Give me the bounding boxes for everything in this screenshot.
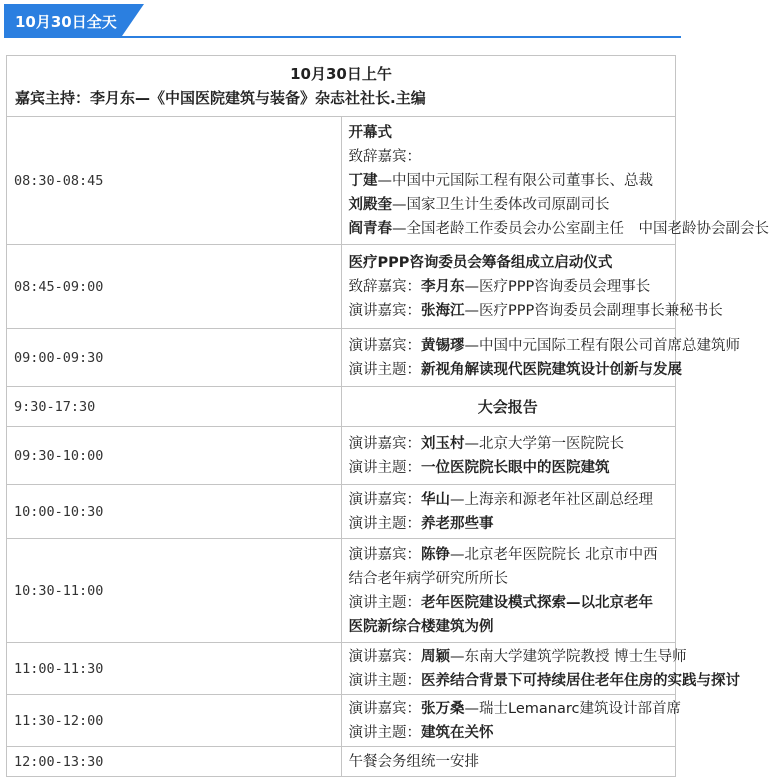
item-label: 演讲嘉宾： (348, 302, 421, 319)
item-label: 演讲主题： (348, 361, 421, 378)
item-label: 演讲嘉宾： (348, 435, 421, 452)
item-label: 致辞嘉宾： (348, 148, 421, 165)
time-cell: 08:30-08:45 (7, 117, 342, 245)
speaker-desc: —北京老年医院院长 北京市中西结合老年病学研究所所长 (348, 546, 658, 587)
content-cell (341, 245, 723, 329)
header-cell (7, 56, 676, 117)
speaker-desc: —瑞士Lemanarc建筑设计部首席 (464, 700, 681, 717)
session-host: 嘉宾主持：李月东—《中国医院建筑与装备》杂志社社长.主编 (15, 89, 426, 107)
item-title: 开幕式 (348, 124, 392, 141)
speaker-line (349, 275, 668, 299)
table-row (7, 747, 676, 777)
speaker-line (348, 217, 769, 241)
tab-bar (0, 0, 681, 40)
speaker-desc: —北京大学第一医院院长 (464, 435, 624, 452)
speaker-name: 刘玉村 (421, 435, 465, 452)
content-cell (341, 427, 676, 485)
table-row (7, 643, 676, 695)
table-row (7, 117, 676, 245)
talk-topic: 养老那些事 (421, 515, 494, 532)
topic-line (349, 456, 668, 480)
content-cell (341, 485, 676, 539)
speaker-line (348, 645, 687, 669)
content-cell (341, 643, 740, 695)
talk-topic: 新视角解读现代医院建筑设计创新与发展 (421, 361, 682, 378)
speaker-name: 刘殿奎 (348, 196, 392, 213)
item-label: 演讲嘉宾： (348, 337, 421, 354)
speaker-name: 李月东 (421, 278, 465, 295)
table-row (7, 695, 676, 747)
speaker-name: 周颖 (421, 648, 450, 665)
speaker-desc: —中国中元国际工程有限公司首席总建筑师 (464, 337, 740, 354)
item-label: 演讲主题： (348, 515, 421, 532)
time-cell: 08:45-09:00 (7, 245, 342, 329)
lunch-note: 午餐会务组统一安排 (341, 747, 676, 777)
speaker-name: 张万桑 (421, 700, 465, 717)
speaker-name: 丁建 (348, 172, 378, 189)
topic-line (349, 512, 668, 536)
time-cell: 09:00-09:30 (7, 329, 342, 387)
talk-topic: 医养结合背景下可持续居住老年住房的实践与探讨 (421, 672, 740, 689)
item-label: 演讲嘉宾： (348, 700, 421, 717)
speaker-desc: —医疗PPP咨询委员会副理事长兼秘书长 (464, 302, 723, 319)
topic-line (348, 358, 682, 382)
speaker-line (348, 697, 681, 721)
item-label: 演讲嘉宾： (348, 546, 421, 563)
speaker-name: 阎青春 (348, 220, 392, 237)
speaker-name: 张海江 (421, 302, 465, 319)
time-cell: 11:00-11:30 (7, 643, 342, 695)
time-cell: 11:30-12:00 (7, 695, 342, 747)
table-row (7, 329, 676, 387)
speaker-line (349, 488, 668, 512)
content-cell (341, 539, 676, 643)
content-cell (341, 329, 740, 387)
topic-line (348, 669, 740, 693)
item-label: 演讲嘉宾： (348, 491, 421, 508)
content-cell (341, 117, 769, 245)
item-label: 演讲主题： (348, 459, 421, 476)
session-title: 10月30日上午 (290, 65, 392, 83)
item-label: 演讲嘉宾： (348, 648, 421, 665)
table-row (7, 539, 676, 643)
talk-topic: 老年医院建设模式探索—以北京老年医院新综合楼建筑为例 (348, 594, 653, 635)
topic-line (349, 721, 668, 745)
tab-underline (4, 36, 681, 38)
speaker-desc: —国家卫生计生委体改司原副司长 (392, 196, 610, 213)
time-cell: 12:00-13:30 (7, 747, 342, 777)
plenary-heading: 大会报告 (341, 387, 676, 427)
schedule-table (6, 55, 769, 777)
speaker-line (348, 299, 723, 323)
item-label: 演讲主题： (348, 724, 421, 741)
tab-label: 10月30日全天 (15, 13, 117, 31)
table-header-row (7, 56, 676, 117)
content-cell (341, 695, 681, 747)
speaker-desc: —中国中元国际工程有限公司董事长、总裁 (377, 172, 653, 189)
speaker-name: 黄锡璆 (421, 337, 465, 354)
item-label: 致辞嘉宾： (348, 278, 421, 295)
talk-topic: 建筑在关怀 (421, 724, 494, 741)
item-title: 医疗PPP咨询委员会筹备组成立启动仪式 (348, 254, 613, 271)
talk-topic: 一位医院院长眼中的医院建筑 (421, 459, 610, 476)
time-cell: 10:00-10:30 (7, 485, 342, 539)
speaker-desc: —上海亲和源老年社区副总经理 (450, 491, 653, 508)
speaker-name: 华山 (421, 491, 450, 508)
time-cell: 09:30-10:00 (7, 427, 342, 485)
speaker-line (349, 543, 668, 591)
table-row (7, 245, 676, 329)
speaker-desc: —全国老龄工作委员会办公室副主任 中国老龄协会副会长 (392, 220, 769, 237)
topic-line (349, 591, 668, 639)
time-cell: 10:30-11:00 (7, 539, 342, 643)
tab-day-oct30[interactable] (4, 4, 144, 36)
speaker-line (349, 169, 668, 193)
speaker-line (349, 432, 668, 456)
speaker-line (348, 334, 740, 358)
speaker-line (349, 193, 668, 217)
item-label: 演讲主题： (348, 594, 421, 611)
time-cell: 9:30-17:30 (7, 387, 342, 427)
speaker-name: 陈铮 (421, 546, 450, 563)
table-row (7, 485, 676, 539)
speaker-desc: —医疗PPP咨询委员会理事长 (464, 278, 651, 295)
speaker-desc: —东南大学建筑学院教授 博士生导师 (450, 648, 687, 665)
table-row (7, 387, 676, 427)
table-row (7, 427, 676, 485)
item-label: 演讲主题： (348, 672, 421, 689)
